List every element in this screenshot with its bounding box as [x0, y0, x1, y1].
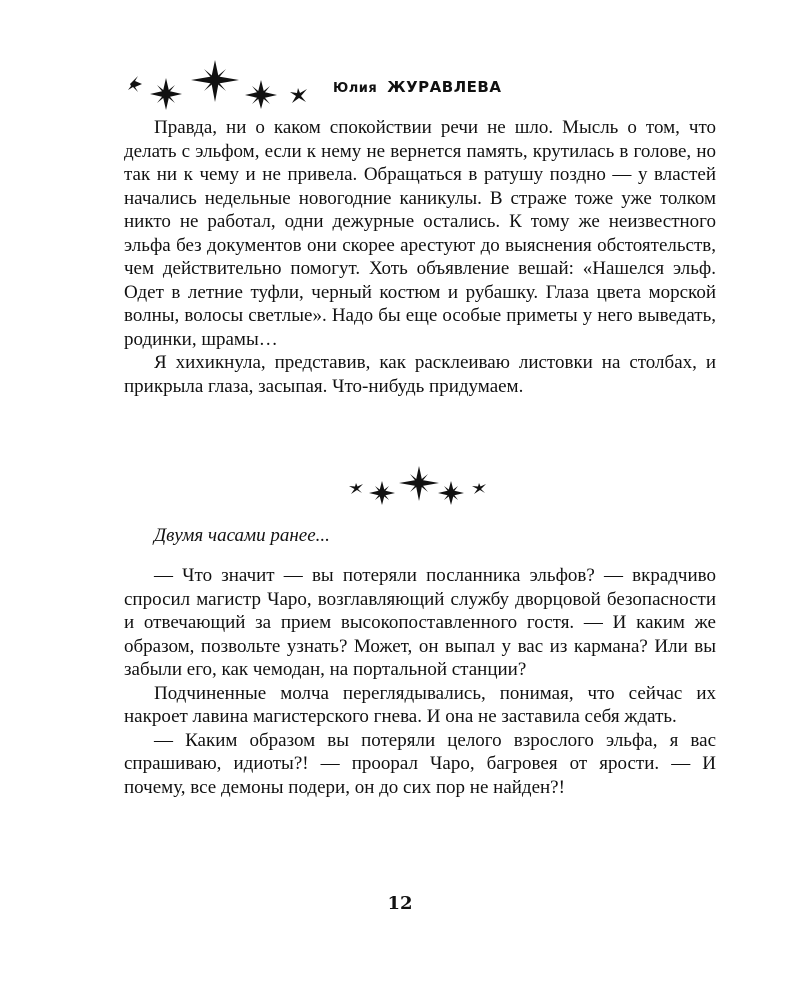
paragraph: Подчиненные молча переглядывались, понимая, что сейчас их накроет лавина магистерского гнева. И она не заставила себя ждать. — [124, 682, 716, 727]
body-text-bottom — [124, 564, 716, 799]
header-stars-icon — [118, 60, 318, 120]
body-text-top — [124, 116, 716, 398]
section-divider-stars-icon — [340, 462, 490, 512]
paragraph: Правда, ни о каком спокойствии речи не шло. Мысль о том, что делать с эльфом, если к нему не вернется память, крутилась в голове, но так ни к чему и не привела. Обращаться в ратушу поздно — у властей начались недельные новогодние каникулы. В страже тоже уже толком никто не работал, одни дежурные остались. К тому же неизвестного эльфа без документов они скорее арестуют до выяснения обстоятельств, чем действительно помогут. Хоть объявление вешай: «Нашелся эльф. Одет в летние туфли, черный костюм и рубашку. Глаза цвета морской волны, волосы светлые». Надо бы еще особые приметы у него выведать, родинки, шрамы… — [124, 117, 716, 350]
author-first-name: Юлия — [333, 81, 378, 96]
author-last-name: ЖУРАВЛЕВА — [387, 78, 502, 96]
paragraph: — Что значит — вы потеряли посланника эльфов? — вкрадчиво спросил магистр Чаро, возглавляющий службу дворцовой безопасности и отвечающий за прием высокопоставленного гостя. — И каким же образом, позвольте узнать? Может, он выпал у вас из кармана? Или вы забыли его, как чемодан, на портальной станции? — [124, 565, 716, 680]
page-number: 12 — [387, 893, 413, 914]
running-header — [118, 60, 718, 120]
book-author — [333, 78, 501, 96]
paragraph: — Каким образом вы потеряли целого взрослого эльфа, я вас спрашиваю, идиоты?! — проорал Чаро, багровея от ярости. — И почему, все демоны подери, он до сих пор не найден?! — [124, 729, 716, 798]
paragraph: Я хихикнула, представив, как расклеиваю листовки на столбах, и прикрыла глаза, засыпая. Что-нибудь придумаем. — [124, 352, 716, 397]
section-heading: Двумя часами ранее... — [154, 525, 330, 546]
